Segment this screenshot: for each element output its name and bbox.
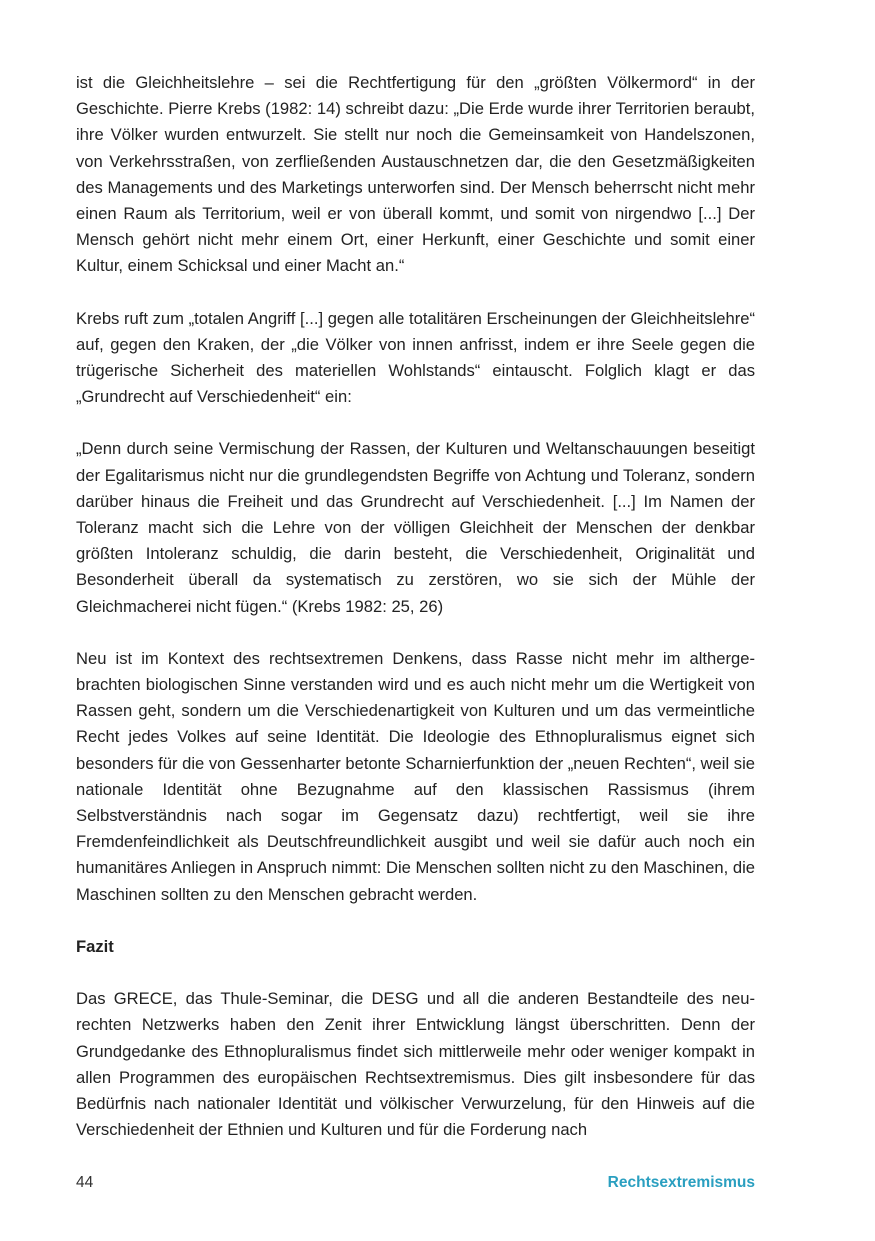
body-paragraph-2: Krebs ruft zum „totalen Angriff [...] gegen alle totalitären Erscheinungen der Gleichheitslehre“ auf, gegen den Kraken, der „die Völker von innen anfrisst, indem er ihre Seele gegen die trügerische Sicherheit des materiellen Wohlstands“ eintauscht. Folglich klagt er das „Grundrecht auf Verschiedenheit“ ein: [76, 308, 755, 407]
section-heading-fazit: Fazit [76, 936, 114, 956]
page-number: 44 [76, 1174, 94, 1191]
page-footer [76, 1170, 755, 1196]
running-title: Rechtsextremismus [607, 1174, 755, 1191]
page-body [76, 70, 755, 1169]
block-quote-krebs: „Denn durch seine Vermischung der Rassen, der Kulturen und Weltanschauungen beseitigt der Egalitarismus nicht nur die grundlegendsten Begriffe von Achtung und Toleranz, sondern darüber hinaus die Freiheit und das Grundrecht auf Verschiedenheit. [...] Im Namen der Toleranz macht sich die Lehre von der völligen Gleichheit der Menschen der denkbar größten Intoleranz schuldig, die darin besteht, die Verschiedenheit, Originalität und Besonderheit überall da systematisch zu zerstören, wo sie sich der Mühle der Gleichmacherei nicht fügen.“ (Krebs 1982: 25, 26) [76, 439, 755, 616]
body-paragraph-1: ist die Gleichheitslehre – sei die Rechtfertigung für den „größten Völkermord“ in der Geschichte. Pierre Krebs (1982: 14) schreibt dazu: „Die Erde wurde ihrer Territorien beraubt, ihre Völker wurden entwurzelt. Sie stellt nur noch die Gemeinsamkeit von Handelszonen, von Verkehrsstraßen, von zerfließenden Austauschnetzen dar, die den Gesetzmäßigkeiten des Managements und des Marketings unterworfen sind. Der Mensch beherrscht nicht mehr einen Raum als Territorium, weil er von überall kommt, und somit von nirgendwo [...] Der Mensch gehört nicht mehr einem Ort, einer Herkunft, einer Geschichte und somit einer Kultur, einem Schicksal und einer Macht an.“ [76, 73, 755, 276]
closing-paragraph: Das GRECE, das Thule-Seminar, die DESG und all die anderen Bestandteile des neurechten Netzwerks haben den Zenit ihrer Entwicklung längst überschritten. Denn der Grundgedanke des Ethnopluralismus findet sich mittlerweile mehr oder weniger kompakt in allen Programmen des europäischen Rechtsextremismus. Dies gilt insbesondere für das Bedürfnis nach nationaler Identität und völkischer Verwurzelung, für den Hinweis auf die Verschiedenheit der Ethnien und Kulturen und für die Forderung nach [76, 989, 755, 1140]
body-paragraph-3: Neu ist im Kontext des rechtsextremen Denkens, dass Rasse nicht mehr im althergebrachten biologischen Sinne verstanden wird und es auch nicht mehr um die Wertigkeit von Rassen geht, sondern um die Verschiedenartigkeit von Kulturen und um das vermeintliche Recht jedes Volkes auf seine Identität. Die Ideologie des Ethnopluralismus eignet sich besonders für die von Gessenharter betonte Scharnierfunktion der „neuen Rechten“, weil sie nationale Identität ohne Bezugnahme auf den klassischen Rassismus (ihrem Selbstverständnis nach sogar im Gegensatz dazu) rechtfertigt, weil sie ihre Fremdenfeindlichkeit als Deutschfreundlichkeit ausgibt und weil sie dafür auch noch ein humanitäres Anliegen in Anspruch nimmt: Die Menschen sollten nicht zu den Maschinen, die Maschinen sollten zu den Menschen gebracht werden. [76, 648, 755, 904]
